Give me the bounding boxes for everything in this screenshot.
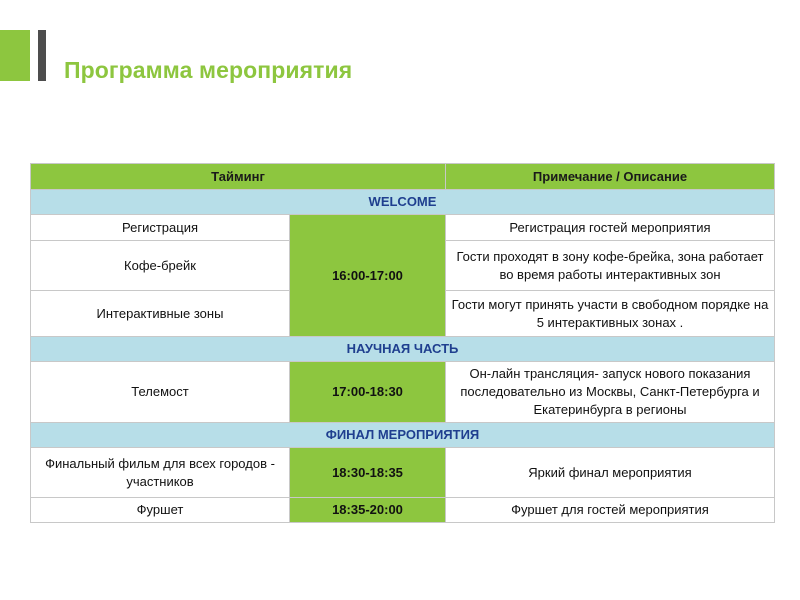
notes-cell: Фуршет для гостей мероприятия xyxy=(446,498,775,523)
notes-cell: Гости проходят в зону кофе-брейка, зона работает во время работы интерактивных зон xyxy=(446,241,775,291)
header-notes: Примечание / Описание xyxy=(446,164,775,190)
title-accent-green-bar xyxy=(0,30,30,81)
activity-cell: Телемост xyxy=(31,362,290,423)
table-row xyxy=(31,362,775,423)
activity-cell: Интерактивные зоны xyxy=(31,291,290,337)
notes-cell: Яркий финал мероприятия xyxy=(446,448,775,498)
time-cell: 17:00-18:30 xyxy=(290,362,446,423)
program-table xyxy=(30,163,775,523)
page-title: Программа мероприятия xyxy=(64,57,353,83)
table-row xyxy=(31,448,775,498)
notes-cell: Он-лайн трансляция- запуск нового показания последовательно из Москвы, Санкт-Петербурга и Екатеринбурга в регионы xyxy=(446,362,775,423)
notes-cell: Регистрация гостей мероприятия xyxy=(446,215,775,241)
section-row-finale xyxy=(31,423,775,448)
table-row xyxy=(31,215,775,241)
title-accent-dark-bar xyxy=(38,30,46,81)
section-title: ФИНАЛ МЕРОПРИЯТИЯ xyxy=(31,423,775,448)
section-title: НАУЧНАЯ ЧАСТЬ xyxy=(31,337,775,362)
time-cell: 18:35-20:00 xyxy=(290,498,446,523)
section-row-science xyxy=(31,337,775,362)
activity-cell: Кофе-брейк xyxy=(31,241,290,291)
time-cell: 18:30-18:35 xyxy=(290,448,446,498)
header-timing: Тайминг xyxy=(31,164,446,190)
activity-cell: Финальный фильм для всех городов - участников xyxy=(31,448,290,498)
table-header-row xyxy=(31,164,775,190)
section-title: WELCOME xyxy=(31,190,775,215)
notes-cell: Гости могут принять участи в свободном порядке на 5 интерактивных зонах . xyxy=(446,291,775,337)
activity-cell: Регистрация xyxy=(31,215,290,241)
time-cell: 16:00-17:00 xyxy=(290,215,446,337)
table-row xyxy=(31,498,775,523)
activity-cell: Фуршет xyxy=(31,498,290,523)
section-row-welcome xyxy=(31,190,775,215)
